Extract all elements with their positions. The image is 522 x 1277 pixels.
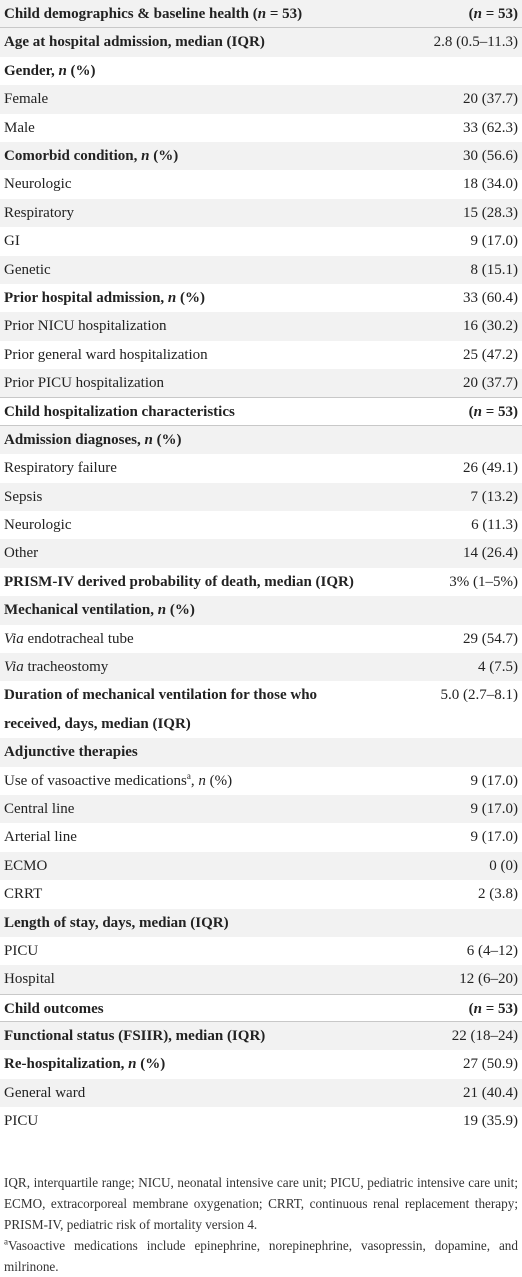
row-value: 20 (37.7) — [463, 375, 518, 392]
row-label: Child hospitalization characteristics — [4, 404, 235, 421]
table-row — [0, 284, 522, 312]
row-value: 12 (6–20) — [459, 971, 518, 988]
table-row — [0, 937, 522, 965]
row-label: Duration of mechanical ventilation for those who received, days, median (IQR) — [4, 687, 318, 732]
row-label: Hospital — [4, 971, 55, 988]
row-label: Genetic — [4, 261, 51, 278]
row-label: Arterial line — [4, 829, 77, 846]
row-label: Neurologic — [4, 517, 72, 534]
row-label: Sepsis — [4, 488, 43, 505]
table-row — [0, 85, 522, 113]
row-label: Via endotracheal tube — [4, 630, 134, 647]
table-row — [0, 909, 522, 937]
footnote-text: Vasoactive medications include epinephrine, norepinephrine, vasopressin, dopamine, and milrinone. — [4, 1238, 518, 1274]
table-row — [0, 369, 522, 397]
row-label: Central line — [4, 800, 75, 817]
table-row — [0, 1107, 522, 1135]
row-label: Respiratory failure — [4, 460, 117, 477]
row-label: Neurologic — [4, 176, 72, 193]
row-value: 16 (30.2) — [463, 318, 518, 335]
row-label: Female — [4, 91, 49, 108]
table-row — [0, 57, 522, 85]
row-value: 33 (60.4) — [463, 289, 518, 306]
table-row — [0, 823, 522, 851]
row-label: Prior hospital admission, n (%) — [4, 289, 206, 306]
row-value: 20 (37.7) — [463, 91, 518, 108]
table-row — [0, 653, 522, 681]
row-value: 8 (15.1) — [470, 261, 518, 278]
row-value: 5.0 (2.7–8.1) — [440, 687, 518, 704]
row-label: Via tracheostomy — [4, 658, 109, 675]
row-label: ECMO — [4, 857, 48, 874]
table-row — [0, 199, 522, 227]
table-row — [0, 539, 522, 567]
table-row — [0, 1050, 522, 1078]
row-value: 3% (1–5%) — [449, 573, 518, 590]
row-label: Child outcomes — [4, 1000, 104, 1017]
table-row — [0, 142, 522, 170]
row-label: PICU — [4, 942, 39, 959]
row-label: Comorbid condition, n (%) — [4, 147, 179, 164]
row-value: 25 (47.2) — [463, 346, 518, 363]
row-value: 9 (17.0) — [470, 233, 518, 250]
row-label: GI — [4, 233, 20, 250]
table-row — [0, 511, 522, 539]
row-value: 2 (3.8) — [478, 886, 518, 903]
row-value: 26 (49.1) — [463, 460, 518, 477]
table-row — [0, 227, 522, 255]
row-label: Prior PICU hospitalization — [4, 375, 164, 392]
table-row — [0, 483, 522, 511]
row-value: 27 (50.9) — [463, 1056, 518, 1073]
row-value: 9 (17.0) — [470, 829, 518, 846]
section-header-row — [0, 994, 522, 1022]
row-value: 30 (56.6) — [463, 147, 518, 164]
row-label: Prior NICU hospitalization — [4, 318, 167, 335]
table-row — [0, 312, 522, 340]
row-value: 19 (35.9) — [463, 1113, 518, 1130]
table-row — [0, 28, 522, 56]
row-label: Respiratory — [4, 204, 74, 221]
row-label: Adjunctive therapies — [4, 744, 138, 761]
row-value: 4 (7.5) — [478, 658, 518, 675]
table-row — [0, 454, 522, 482]
table-row — [0, 170, 522, 198]
row-value: 18 (34.0) — [463, 176, 518, 193]
row-value: 6 (11.3) — [471, 517, 518, 534]
footnote-marker: a — [4, 1236, 8, 1247]
row-value: (n = 53) — [468, 1000, 518, 1017]
table-row — [0, 965, 522, 993]
table-row — [0, 625, 522, 653]
row-label: Admission diagnoses, n (%) — [4, 431, 182, 448]
row-label: Prior general ward hospitalization — [4, 346, 208, 363]
row-label: Male — [4, 119, 35, 136]
row-value: (n = 53) — [468, 6, 518, 22]
table-row — [0, 426, 522, 454]
row-value: 33 (62.3) — [463, 119, 518, 136]
table-row — [0, 568, 522, 596]
table-row — [0, 852, 522, 880]
row-label: Gender, n (%) — [4, 62, 96, 79]
table-row — [0, 1022, 522, 1050]
row-value: 7 (13.2) — [470, 488, 518, 505]
row-label: Other — [4, 545, 39, 562]
row-value: 0 (0) — [489, 857, 518, 874]
row-value: 29 (54.7) — [463, 630, 518, 647]
table-row — [0, 1079, 522, 1107]
table-row — [0, 795, 522, 823]
row-label: Child demographics & baseline health (n = 53) — [4, 6, 303, 22]
row-label: Re-hospitalization, n (%) — [4, 1056, 166, 1073]
row-label: Age at hospital admission, median (IQR) — [4, 34, 265, 51]
row-value: (n = 53) — [468, 404, 518, 421]
section-header-row — [0, 0, 522, 28]
table-row — [0, 738, 522, 766]
row-label: General ward — [4, 1084, 86, 1101]
row-label: PICU — [4, 1113, 39, 1130]
row-label: Use of vasoactive medications$^a$, n (%) — [4, 770, 233, 789]
row-label: Functional status (FSIIR), median (IQR) — [4, 1028, 266, 1045]
table-footnotes — [4, 1172, 518, 1277]
row-label: Mechanical ventilation, n (%) — [4, 602, 195, 619]
abbreviations-footnote: IQR, interquartile range; NICU, neonatal intensive care unit; PICU, pediatric intensive care unit; ECMO, extracorporeal membrane oxygenation; CRRT, continuous renal replacement therapy; PRISM-IV, pediatric risk of mortality version 4. — [4, 1175, 518, 1232]
row-value: 15 (28.3) — [463, 204, 518, 221]
vasoactive-footnote — [4, 1235, 518, 1277]
table-row — [0, 681, 522, 738]
table-row — [0, 114, 522, 142]
row-value: 2.8 (0.5–11.3) — [433, 34, 518, 51]
table-row — [0, 256, 522, 284]
table-row — [0, 767, 522, 795]
row-label: PRISM-IV derived probability of death, median (IQR) — [4, 573, 354, 590]
table-row — [0, 596, 522, 624]
section-header-row — [0, 397, 522, 425]
row-value: 21 (40.4) — [463, 1084, 518, 1101]
footnote-marker: a — [186, 770, 191, 781]
row-value: 14 (26.4) — [463, 545, 518, 562]
row-value: 6 (4–12) — [466, 942, 518, 959]
row-label: Length of stay, days, median (IQR) — [4, 914, 229, 931]
row-value: 9 (17.0) — [470, 772, 518, 789]
row-label: CRRT — [4, 886, 43, 903]
row-value: 22 (18–24) — [451, 1028, 518, 1045]
table-row — [0, 880, 522, 908]
row-value: 9 (17.0) — [470, 800, 518, 817]
table-row — [0, 341, 522, 369]
